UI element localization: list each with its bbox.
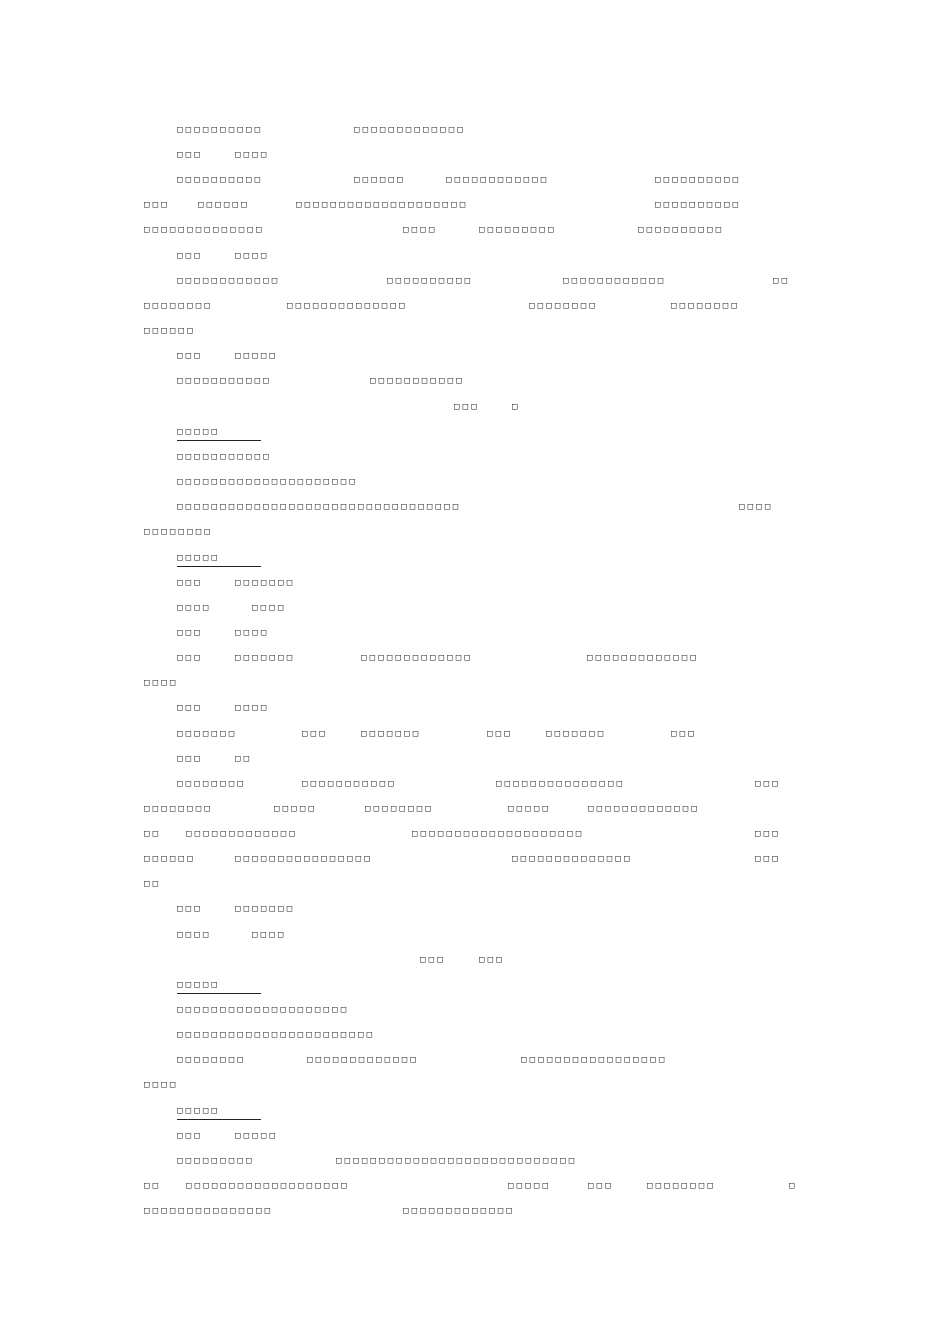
line-05 bbox=[0, 219, 950, 241]
line-17 bbox=[0, 521, 950, 543]
text-segment: □□□ bbox=[177, 578, 203, 588]
text-segment: □□□□□□ bbox=[198, 200, 250, 210]
section-heading: □□□□□ bbox=[177, 1106, 221, 1116]
text-segment: □□□□□□□□□ bbox=[177, 1156, 255, 1166]
line-30 bbox=[0, 848, 950, 870]
line-12 bbox=[0, 396, 950, 418]
text-segment: □□□□□□□ bbox=[235, 578, 296, 588]
text-segment: □□□□□ bbox=[508, 804, 552, 814]
text-segment: □□□□□□□□□□ bbox=[638, 225, 725, 235]
line-06 bbox=[0, 245, 950, 267]
line-20 bbox=[0, 597, 950, 619]
line-19 bbox=[0, 572, 950, 594]
text-segment: □□□□ bbox=[144, 1080, 179, 1090]
heading-underline bbox=[177, 993, 261, 994]
line-39 bbox=[0, 1074, 950, 1096]
line-15 bbox=[0, 471, 950, 493]
text-segment: □□□□ bbox=[235, 251, 270, 261]
text-segment: □□□ bbox=[177, 703, 203, 713]
text-segment: □□□ bbox=[479, 955, 505, 965]
text-segment: □□□□□□□□□□□□□□□□□□□□□□□ bbox=[177, 1030, 376, 1040]
text-segment: □□□ bbox=[177, 251, 203, 261]
text-segment: □□□□□□□□□□□□ bbox=[177, 276, 281, 286]
text-segment: □□□□□□□□ bbox=[144, 804, 213, 814]
text-segment: □□□□□□□□□□□□□ bbox=[354, 125, 467, 135]
text-segment: □□□ bbox=[177, 351, 203, 361]
text-segment: □□□□□□□□□ bbox=[479, 225, 557, 235]
text-segment: □ bbox=[789, 1181, 798, 1191]
line-31 bbox=[0, 873, 950, 895]
text-segment: □□□□□□ bbox=[144, 326, 196, 336]
text-segment: □□□□□□□□□□□□□□□□□□□□ bbox=[296, 200, 469, 210]
text-segment: □□□□□□ bbox=[144, 854, 196, 864]
text-segment: □□□□□□□□□□□□□ bbox=[186, 829, 299, 839]
text-segment: □□□□□□□□□□□□□ bbox=[588, 804, 701, 814]
line-11 bbox=[0, 370, 950, 392]
text-segment: □□□□□□□□□□□□□□□□□□□□□□□□□□□□ bbox=[336, 1156, 578, 1166]
text-segment: □□□□□□□□□□□□□ bbox=[307, 1055, 420, 1065]
text-segment: □□□□□□□□□□□□□□□□□□□□ bbox=[177, 1005, 350, 1015]
text-segment: □□□□□□□□□□□ bbox=[177, 452, 272, 462]
text-segment: □□□□ bbox=[235, 703, 270, 713]
text-segment: □□□□□□□□□□ bbox=[177, 175, 264, 185]
line-25 bbox=[0, 723, 950, 745]
line-36 bbox=[0, 999, 950, 1021]
text-segment: □□□ bbox=[177, 904, 203, 914]
text-segment: □□□□□□□□□□□□□□□□□□□□□ bbox=[177, 477, 358, 487]
section-heading: □□□□□ bbox=[177, 553, 221, 563]
text-segment: □□□□ bbox=[177, 930, 212, 940]
line-04 bbox=[0, 194, 950, 216]
line-27 bbox=[0, 773, 950, 795]
text-segment: □□□□ bbox=[235, 628, 270, 638]
line-22 bbox=[0, 647, 950, 669]
text-segment: □□□ bbox=[671, 729, 697, 739]
text-segment: □□□□□□□□□□□□□ bbox=[587, 653, 700, 663]
text-segment: □□□ bbox=[487, 729, 513, 739]
text-segment: □ bbox=[512, 402, 521, 412]
text-segment: □□□□□□□□ bbox=[177, 1055, 246, 1065]
text-segment: □□□□□□□□□□□□ bbox=[446, 175, 550, 185]
heading-underline bbox=[177, 566, 261, 567]
text-segment: □□□□□□□□□□□□□□□□□□□□ bbox=[412, 829, 585, 839]
line-43 bbox=[0, 1175, 950, 1197]
text-segment: □□□ bbox=[588, 1181, 614, 1191]
text-segment: □□□ bbox=[177, 653, 203, 663]
text-segment: □□□□□□□□ bbox=[144, 301, 213, 311]
line-24 bbox=[0, 697, 950, 719]
text-segment: □□□□□ bbox=[235, 351, 279, 361]
text-segment: □□□□□ bbox=[235, 1131, 279, 1141]
text-segment: □□□□□□□□□□□□□□□□ bbox=[235, 854, 373, 864]
text-segment: □□□ bbox=[755, 829, 781, 839]
text-segment: □□ bbox=[144, 1181, 162, 1191]
line-38 bbox=[0, 1049, 950, 1071]
line-28 bbox=[0, 798, 950, 820]
text-segment: □□□□□□□□ bbox=[177, 779, 246, 789]
text-segment: □□□□□ bbox=[274, 804, 318, 814]
line-44 bbox=[0, 1200, 950, 1222]
line-21 bbox=[0, 622, 950, 644]
text-segment: □□□□□□□□□□□ bbox=[370, 376, 465, 386]
line-42 bbox=[0, 1150, 950, 1172]
text-segment: □□□□□□□□□□□□□□□ bbox=[144, 1206, 274, 1216]
text-segment: □□□□□□□□□□□□□□□□□□□□□□□□□□□□□□□□□ bbox=[177, 502, 462, 512]
text-segment: □□□□□□□□□□□ bbox=[177, 376, 272, 386]
text-segment: □□□□□□□ bbox=[546, 729, 607, 739]
text-segment: □□□□ bbox=[252, 603, 287, 613]
text-segment: □□ bbox=[235, 754, 253, 764]
line-07 bbox=[0, 270, 950, 292]
text-segment: □□□ bbox=[755, 779, 781, 789]
text-segment: □□□□ bbox=[252, 930, 287, 940]
text-segment: □□ bbox=[773, 276, 791, 286]
text-segment: □□□ bbox=[177, 1131, 203, 1141]
text-segment: □□□□□□□□□□□□ bbox=[563, 276, 667, 286]
section-heading: □□□□□ bbox=[177, 427, 221, 437]
text-segment: □□□ bbox=[302, 729, 328, 739]
text-segment: □□□□□□□□□□□□□□ bbox=[512, 854, 633, 864]
text-segment: □□□□ bbox=[235, 150, 270, 160]
text-segment: □□□□ bbox=[144, 678, 179, 688]
line-32 bbox=[0, 898, 950, 920]
line-23 bbox=[0, 672, 950, 694]
line-33 bbox=[0, 924, 950, 946]
text-segment: □□□ bbox=[755, 854, 781, 864]
text-segment: □□□□□□□□□□□□□□ bbox=[287, 301, 408, 311]
text-segment: □□□□□□□□ bbox=[144, 527, 213, 537]
line-08 bbox=[0, 295, 950, 317]
line-03 bbox=[0, 169, 950, 191]
text-segment: □□□□ bbox=[177, 603, 212, 613]
text-segment: □□□□□□□□ bbox=[647, 1181, 716, 1191]
text-segment: □□□□□□□□ bbox=[365, 804, 434, 814]
text-segment: □□□ bbox=[144, 200, 170, 210]
text-segment: □□□□□□□□□□ bbox=[655, 200, 742, 210]
line-09 bbox=[0, 320, 950, 342]
text-segment: □□□□□□□□□□□□□□□□□ bbox=[521, 1055, 668, 1065]
text-segment: □□□□□□□□□□□□□□□ bbox=[496, 779, 626, 789]
text-segment: □□□□□□□□□□□□□□□□□□□ bbox=[186, 1181, 350, 1191]
text-segment: □□□□□□□□□□ bbox=[387, 276, 474, 286]
text-segment: □□□□□□□□□□□□□□ bbox=[144, 225, 265, 235]
line-01 bbox=[0, 119, 950, 141]
line-37 bbox=[0, 1024, 950, 1046]
text-segment: □□□ bbox=[177, 150, 203, 160]
text-segment: □□□□ bbox=[403, 225, 438, 235]
text-segment: □□□□□□□□□□□□□ bbox=[403, 1206, 516, 1216]
text-segment: □□□□□□□□ bbox=[671, 301, 740, 311]
text-segment: □□ bbox=[144, 829, 162, 839]
text-segment: □□□□□□□ bbox=[361, 729, 422, 739]
text-segment: □□□ bbox=[177, 628, 203, 638]
heading-underline bbox=[177, 1119, 261, 1120]
heading-underline bbox=[177, 440, 261, 441]
text-segment: □□□ bbox=[420, 955, 446, 965]
text-segment: □□□□□□□ bbox=[235, 904, 296, 914]
text-segment: □□□ bbox=[454, 402, 480, 412]
section-heading: □□□□□ bbox=[177, 980, 221, 990]
text-segment: □□ bbox=[144, 879, 162, 889]
text-segment: □□□□□□□□□□ bbox=[655, 175, 742, 185]
text-segment: □□□□□□□□□□□□□ bbox=[361, 653, 474, 663]
line-34 bbox=[0, 949, 950, 971]
text-segment: □□□□□□□ bbox=[235, 653, 296, 663]
line-29 bbox=[0, 823, 950, 845]
text-segment: □□□□□ bbox=[508, 1181, 552, 1191]
text-segment: □□□□□□ bbox=[354, 175, 406, 185]
text-segment: □□□□ bbox=[739, 502, 774, 512]
text-segment: □□□ bbox=[177, 754, 203, 764]
text-segment: □□□□□□□ bbox=[177, 729, 238, 739]
line-14 bbox=[0, 446, 950, 468]
line-02 bbox=[0, 144, 950, 166]
text-segment: □□□□□□□□ bbox=[529, 301, 598, 311]
text-segment: □□□□□□□□□□ bbox=[177, 125, 264, 135]
text-segment: □□□□□□□□□□□ bbox=[302, 779, 397, 789]
line-16 bbox=[0, 496, 950, 518]
line-26 bbox=[0, 748, 950, 770]
line-10 bbox=[0, 345, 950, 367]
line-41 bbox=[0, 1125, 950, 1147]
